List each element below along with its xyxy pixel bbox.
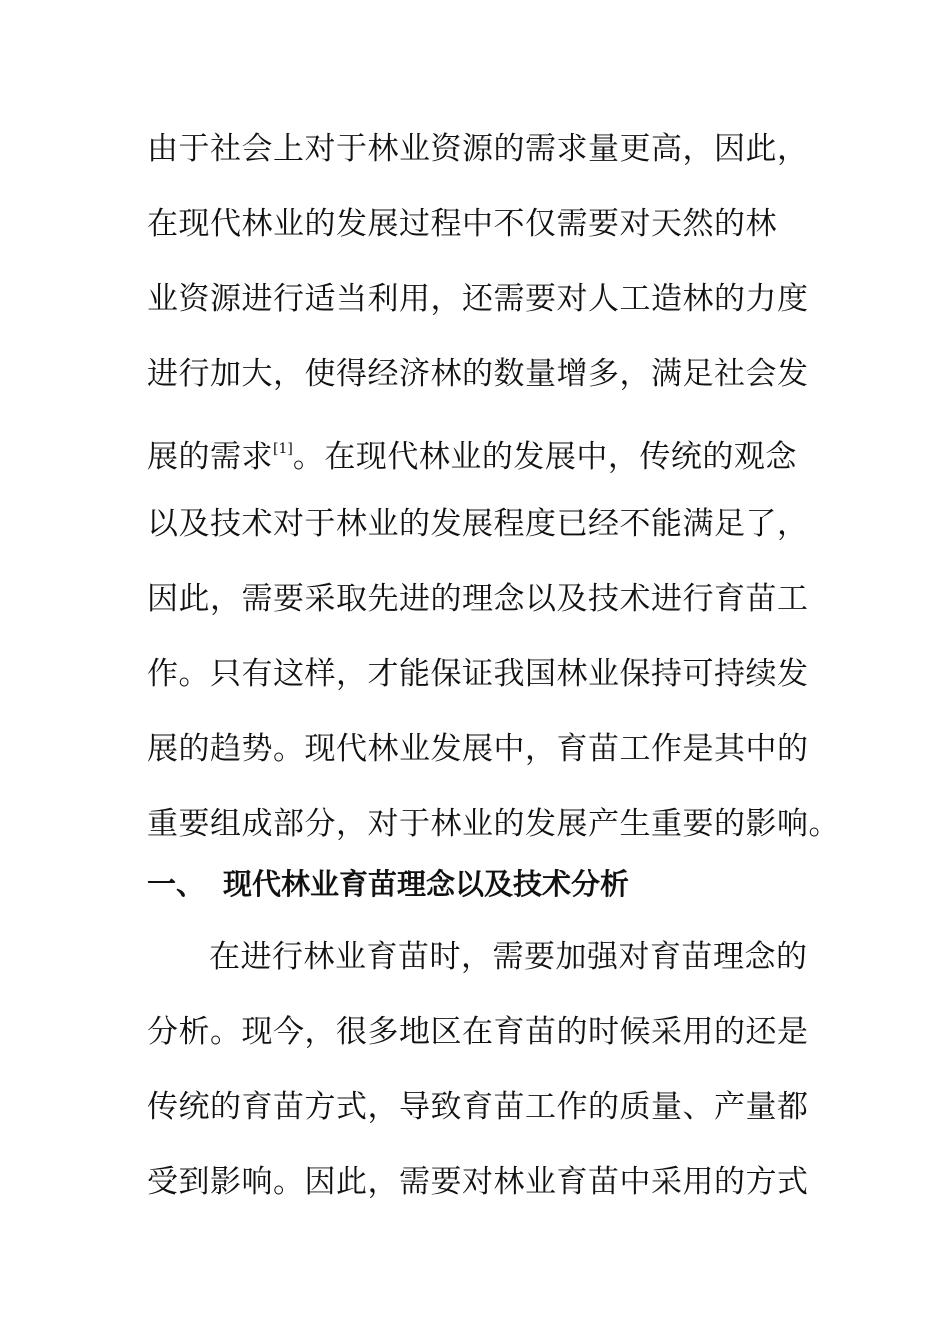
- paragraph-line: 作。只有这样，才能保证我国林业保持可持续发: [147, 656, 809, 692]
- paragraph-first-line: 在进行林业育苗时，需要加强对育苗理念的: [209, 939, 808, 975]
- paragraph-line: 受到影响。因此，需要对林业育苗中采用的方式: [147, 1164, 809, 1200]
- paragraph-line: 传统的育苗方式，导致育苗工作的质量、产量都: [147, 1089, 809, 1125]
- paragraph-line: 由于社会上对于林业资源的需求量更高，因此，: [147, 131, 809, 167]
- citation-superscript: [1]: [273, 441, 293, 457]
- section-number: 一、: [147, 867, 206, 901]
- paragraph-line: 进行加大，使得经济林的数量增多，满足社会发: [147, 356, 809, 392]
- paragraph-line: 业资源进行适当利用，还需要对人工造林的力度: [147, 281, 809, 317]
- citation-following-text: 。在现代林业的发展中，传统的观念: [292, 439, 797, 475]
- paragraph-line: 以及技术对于林业的发展程度已经不能满足了，: [147, 506, 809, 542]
- citation-context-text: 展的需求: [147, 439, 273, 475]
- paragraph-line-with-citation: [147, 429, 827, 477]
- section-heading: [147, 864, 629, 904]
- paragraph-line: 因此，需要采取先进的理念以及技术进行育苗工: [147, 581, 809, 617]
- paragraph-line: 在现代林业的发展过程中不仅需要对天然的林: [147, 206, 777, 242]
- section-title: 现代林业育苗理念以及技术分析: [223, 867, 630, 901]
- paragraph-line: 展的趋势。现代林业发展中，育苗工作是其中的: [147, 731, 809, 767]
- paragraph-line: 重要组成部分，对于林业的发展产生重要的影响。: [147, 806, 840, 842]
- paragraph-line: 分析。现今，很多地区在育苗的时候采用的还是: [147, 1014, 809, 1050]
